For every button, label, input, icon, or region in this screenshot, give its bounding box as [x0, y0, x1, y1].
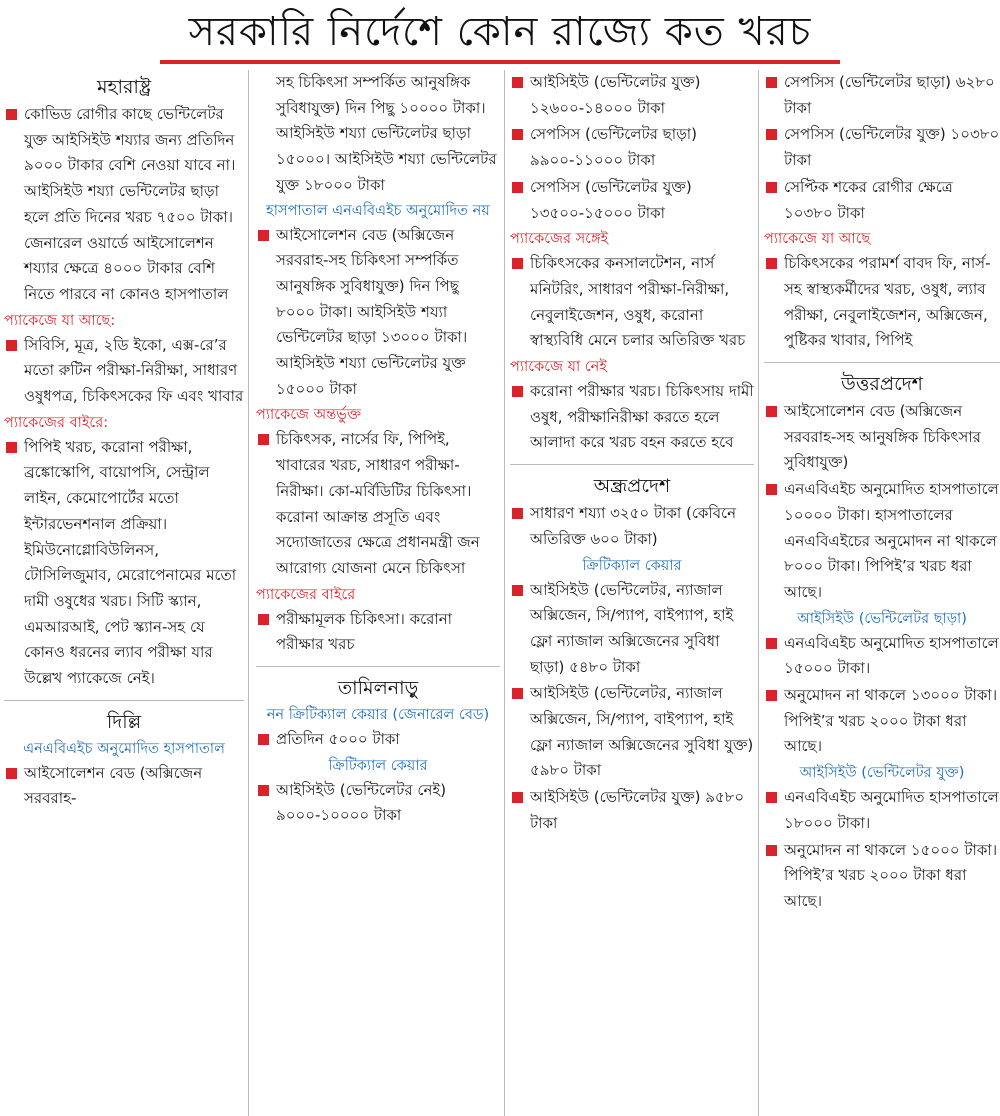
- delhi-non-nabh-rates: আইসোলেশন বেড (অক্সিজেন সরবরাহ-সহ চিকিৎসা সম্পর্কিত আনুষঙ্গিক সুবিধাযুক্ত) দিন পিছু ৮০০০ টাকা। আইসিইউ শয্যা ভেন্টিলেটর ছাড়া ১৩০০০ টাকা। আইসিইউ শয্যা ভেন্টিলেটর যুক্ত ১৫০০০ টাকা: [256, 223, 500, 403]
- andhra-general-bed: সাধারণ শয্যা ৩২৫০ টাকা (কেবিনে অতিরিক্ত ৬০০ টাকা): [510, 501, 754, 552]
- section-divider: [764, 362, 1000, 363]
- tamilnadu-critical-subtitle: ক্রিটিক্যাল কেয়ার: [328, 757, 428, 774]
- andhra-icu-ventilator: আইসিইউ (ভেন্টিলেটর যুক্ত) ৯৫৮০ টাকা: [510, 785, 754, 836]
- tamilnadu-included-label: প্যাকেজের সঙ্গেই: [510, 231, 609, 248]
- tamilnadu-included: চিকিৎসকের কনসালটেশন, নার্স মনিটরিং, সাধারণ পরীক্ষা-নিরীক্ষা, নেবুলাইজেশন, ওষুধ, করোনা স্বাস্থ্যবিধি মেনে চলার অতিরিক্ত খরচ: [510, 251, 754, 354]
- section-divider: [256, 666, 500, 667]
- delhi-nabh-rates-start: আইসোলেশন বেড (অক্সিজেন সরবরাহ-: [4, 761, 244, 812]
- maharashtra-included-label: প্যাকেজে যা আছে:: [4, 312, 116, 329]
- tamilnadu-icu-no-ventilator: আইসিইউ (ভেন্টিলেটর নেই) ৯০০০-১০০০০ টাকা: [256, 778, 500, 829]
- state-title-maharashtra: মহারাষ্ট্র: [96, 76, 152, 98]
- state-title-delhi: দিল্লি: [106, 710, 142, 733]
- section-divider: [4, 700, 244, 701]
- tamilnadu-noncritical-subtitle: নন ক্রিটিক্যাল কেয়ার (জেনারেল বেড): [266, 707, 490, 724]
- column-divider: [248, 70, 249, 1116]
- maharashtra-excluded-label: প্যাকেজের বাইরে:: [4, 414, 109, 431]
- tamilnadu-excluded-label: প্যাকেজে যা নেই: [510, 359, 607, 376]
- tamilnadu-excluded: করোনা পরীক্ষার খরচ। চিকিৎসায় দামী ওষুধ, পরীক্ষানিরীক্ষা করতে হলে আলাদা করে খরচ বহন করতে হবে: [510, 379, 754, 456]
- andhra-included: চিকিৎসকের পরামর্শ বাবদ ফি, নার্স-সহ স্বাস্থ্যকর্মীদের খরচ, ওষুধ, ল্যাব পরীক্ষা, নেবুলাইজেশন, অক্সিজেন, পুষ্টিকর খাবার, পিপিই: [764, 251, 1000, 354]
- maharashtra-rates: কোভিড রোগীর কাছে ভেন্টিলেটর যুক্ত আইসিইউ শয্যার জন্য প্রতিদিন ৯০০০ টাকার বেশি নেওয়া যাবে না। আইসিইউ শয্যা ভেন্টিলেটর ছাড়া হলে প্রতি দিনের খরচ ৭৫০০ টাকা। জেনারেল ওয়ার্ডে আইসোলেশন শয্যার ক্ষেত্রে ৪০০০ টাকার বেশি নিতে পারবে না কোনও হাসপাতাল: [4, 102, 244, 308]
- tamilnadu-sepsis-no-ventilator: সেপসিস (ভেন্টিলেটর ছাড়া) ৯৯০০-১১০০০ টাকা: [510, 122, 754, 173]
- andhra-icu-with-support: আইসিইউ (ভেন্টিলেটর, ন্যাজাল অক্সিজেন, সি/প্যাপ, বাইপ্যাপ, হাই ফ্লো ন্যাজাল অক্সিজেনের সুবিধা যুক্ত) ৫৯৮০ টাকা: [510, 681, 754, 784]
- column-divider: [504, 70, 505, 1116]
- andhra-sepsis-no-ventilator: সেপসিস (ভেন্টিলেটর ছাড়া) ৬২৮০ টাকা: [764, 70, 1000, 121]
- up-isolation-rates: এনএবিএইচ অনুমোদিত হাসপাতালে ১০০০০ টাকা। হাসপাতালের এনএবিএইচের অনুমোদন না থাকলে ৮০০০ টাকা। পিপিই’র খরচ ধরা আছে।: [764, 477, 1000, 606]
- headline-underline: [160, 60, 840, 64]
- delhi-non-nabh-subtitle: হাসপাতাল এনএবিএইচ অনুমোদিত নয়: [266, 202, 490, 219]
- andhra-critical-subtitle: ক্রিটিক্যাল কেয়ার: [582, 557, 682, 574]
- delhi-nabh-subtitle: এনএবিএইচ অনুমোদিত হাসপাতাল: [23, 740, 225, 757]
- delhi-nabh-rates-cont: সহ চিকিৎসা সম্পর্কিত আনুষঙ্গিক সুবিধাযুক্ত) দিন পিছু ১০০০০ টাকা। আইসিইউ শয্যা ভেন্টিলেটর ছাড়া ১৫০০০। আইসিইউ শয্যা ভেন্টিলেটর যুক্ত ১৮০০০ টাকা: [276, 73, 497, 194]
- state-title-andhra: অন্ধ্রপ্রদেশ: [593, 475, 671, 498]
- state-title-tamilnadu: তামিলনাড়ু: [337, 677, 419, 700]
- column-4: [764, 70, 1000, 1116]
- page-headline: সরকারি নির্দেশে কোন রাজ্যে কত খরচ: [188, 9, 812, 55]
- up-icu-no-vent-nabh: এনএবিএইচ অনুমোদিত হাসপাতালে ১৫০০০ টাকা।: [764, 631, 1000, 682]
- andhra-septic-shock: সেপ্টিক শকের রোগীর ক্ষেত্রে ১০৩৮০ টাকা: [764, 175, 1000, 226]
- delhi-excluded-label: প্যাকেজের বাইরে: [256, 586, 356, 603]
- column-divider: [758, 70, 759, 1116]
- andhra-icu-without-support: আইসিইউ (ভেন্টিলেটর, ন্যাজাল অক্সিজেন, সি/প্যাপ, বাইপ্যাপ, হাই ফ্লো ন্যাজাল অক্সিজেনের সুবিধা ছাড়া) ৫৪৮০ টাকা: [510, 578, 754, 681]
- column-3: [510, 70, 754, 1116]
- tamilnadu-general-bed: প্রতিদিন ৫০০০ টাকা: [256, 727, 500, 753]
- delhi-excluded: পরীক্ষামূলক চিকিৎসা। করোনা পরীক্ষার খরচ: [256, 607, 500, 658]
- column-2: [256, 70, 500, 1116]
- tamilnadu-sepsis-ventilator: সেপসিস (ভেন্টিলেটর যুক্ত) ১৩৫০০-১৫০০০ টাকা: [510, 175, 754, 226]
- up-icu-vent-non-nabh: অনুমোদন না থাকলে ১৫০০০ টাকা। পিপিই’র খরচ ২০০০ টাকা ধরা আছে।: [764, 838, 1000, 915]
- maharashtra-excluded: পিপিই খরচ, করোনা পরীক্ষা, ব্রঙ্কোস্কোপি, বায়োপসি, সেন্ট্রাল লাইন, কেমোপোর্টের মতো ইন্টারভেনশনাল প্রক্রিয়া। ইমিউনোগ্লোবিউলিনস, টোসিলিজুমাব, মেরোপেনামের মতো দামী ওষুধের খরচ। সিটি স্ক্যান, এমআরআই, পেট স্ক্যান-সহ যে কোনও ধরনের ল্যাব পরীক্ষা যার উল্লেখ প্যাকেজে নেই।: [4, 435, 244, 692]
- up-isolation-bed: আইসোলেশন বেড (অক্সিজেন সরবরাহ-সহ আনুষঙ্গিক চিকিৎসার সুবিধাযুক্ত): [764, 399, 1000, 476]
- up-icu-no-ventilator-subtitle: আইসিইউ (ভেন্টিলেটর ছাড়া): [797, 610, 967, 627]
- andhra-sepsis-ventilator: সেপসিস (ভেন্টিলেটর যুক্ত) ১০৩৮০ টাকা: [764, 122, 1000, 173]
- delhi-included-label: প্যাকেজে অন্তর্ভুক্ত: [256, 407, 362, 424]
- delhi-included: চিকিৎসক, নার্সের ফি, পিপিই, খাবারের খরচ, সাধারণ পরীক্ষা-নিরীক্ষা। কো-মর্বিডিটির চিকিৎসা। করোনা আক্রান্ত প্রসূতি এবং সদ্যোজাতের ক্ষেত্রে প্রধানমন্ত্রী জন আরোগ্য যোজনা মেনে চিকিৎসা: [256, 427, 500, 581]
- column-1: [4, 70, 244, 1116]
- up-icu-vent-nabh: এনএবিএইচ অনুমোদিত হাসপাতালে ১৮০০০ টাকা।: [764, 785, 1000, 836]
- maharashtra-included: সিবিসি, মূত্র, ২ডি ইকো, এক্স-রে’র মতো রুটিন পরীক্ষা-নিরীক্ষা, সাধারণ ওষুধপত্র, চিকিৎসকের ফি এবং খাবার: [4, 333, 244, 410]
- tamilnadu-icu-ventilator: আইসিইউ (ভেন্টিলেটর যুক্ত) ১২৬০০-১৪০০০ টাকা: [510, 70, 754, 121]
- state-title-up: উত্তরপ্রদেশ: [841, 373, 923, 396]
- andhra-included-label: প্যাকেজে যা আছে: [764, 231, 871, 248]
- section-divider: [510, 464, 754, 465]
- up-icu-ventilator-subtitle: আইসিইউ (ভেন্টিলেটর যুক্ত): [799, 765, 965, 782]
- up-icu-no-vent-non-nabh: অনুমোদন না থাকলে ১৩০০০ টাকা। পিপিই’র খরচ ২০০০ টাকা ধরা আছে।: [764, 683, 1000, 760]
